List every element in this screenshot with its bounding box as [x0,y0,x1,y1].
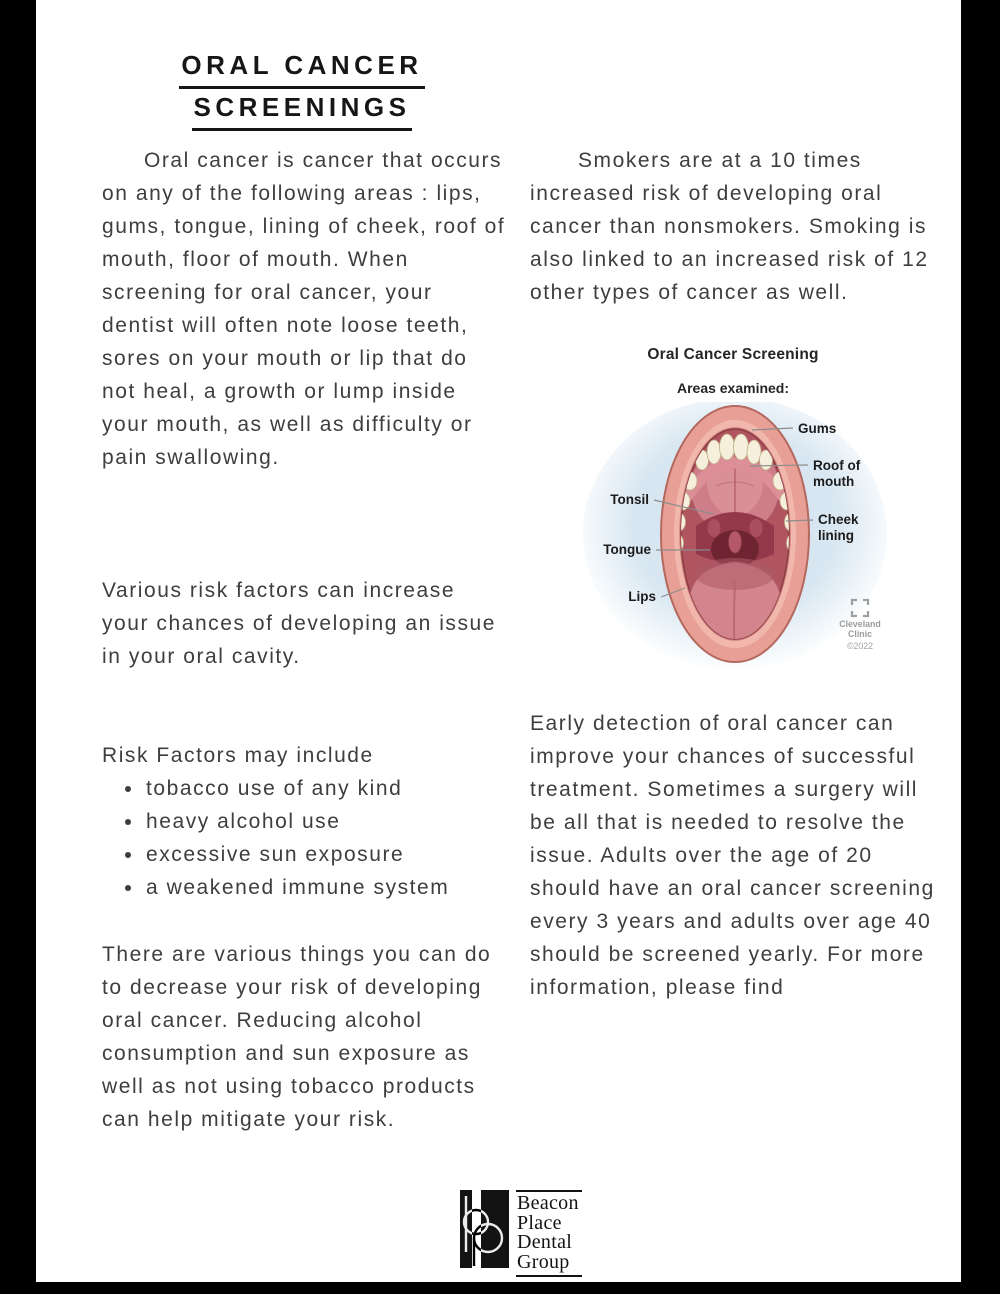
beacon-place-dental-group-logo [460,1190,582,1277]
right-paragraph-smokers: Smokers are at a 10 times increased risk of developing oral cancer than nonsmokers. Smoking is also linked to an increased risk of 12 other types of cancer as well. [530,149,929,304]
document-page [36,0,961,1282]
mouth-illustration [530,402,936,694]
label-cheek-line1: Cheek [818,512,859,527]
credit-name-line2: Clinic [848,629,872,639]
risk-factors-heading: Risk Factors may include [102,744,374,767]
logo-word: Group [517,1250,570,1273]
bp-monogram-icon [460,1190,509,1268]
label-cheek-line2: lining [818,528,854,543]
label-tongue: Tongue [603,542,651,557]
left-paragraph-risk-intro: Various risk factors can increase your chances of developing an issue in your oral cavity. [102,579,496,668]
risk-factors-list [102,772,550,904]
tonsil-shape [708,519,721,537]
risk-factor-item: • tobacco use of any kind [144,772,550,805]
left-paragraph-prevention: There are various things you can do to decrease your risk of developing oral cancer. Reducing alcohol consumption and sun exposure as well as not using tobacco products can help mitigate your risk. [102,943,492,1131]
right-paragraph-early-detection: Early detection of oral cancer can improve your chances of successful treatment. Sometimes a surgery will be all that is needed to resolve the issue. Adults over the age of 20 should have an oral cancer screening every 3 years and adults over age 40 should be screened yearly. For more information, please find [530,712,935,999]
label-lips: Lips [628,589,656,604]
left-paragraph-intro: Oral cancer is cancer that occurs on any of the following areas : lips, gums, tongue, lining of cheek, roof of mouth, floor of mouth. When screening for oral cancer, your dentist will often note loose teeth, sores on your mouth or lip that do not heal, a growth or lump inside your mouth, as well as difficulty or pain swallowing. [102,149,506,469]
uvula-shape [729,531,742,553]
risk-factor-item: • excessive sun exposure [144,838,550,871]
risk-factor-item: • a weakened immune system [144,871,550,904]
logo-word: Dental [517,1231,573,1253]
risk-factor-item: • heavy alcohol use [144,805,550,838]
label-tonsil: Tonsil [610,492,649,507]
page-title [102,50,502,134]
credit-name-line1: Cleveland [839,619,881,629]
label-roof-line1: Roof of [813,458,861,473]
page-title-line1: ORAL CANCER [179,50,424,89]
page-title-line2: SCREENINGS [192,92,413,131]
logo-wordmark [516,1190,582,1277]
illustration-title: Oral Cancer Screening [647,346,819,363]
credit-year: ©2022 [846,641,874,651]
logo-word: Place [517,1211,562,1234]
label-gums: Gums [798,421,837,436]
illustration-subtitle: Areas examined: [676,380,790,396]
label-roof-line2: mouth [813,474,855,489]
logo-word: Beacon [517,1192,579,1214]
